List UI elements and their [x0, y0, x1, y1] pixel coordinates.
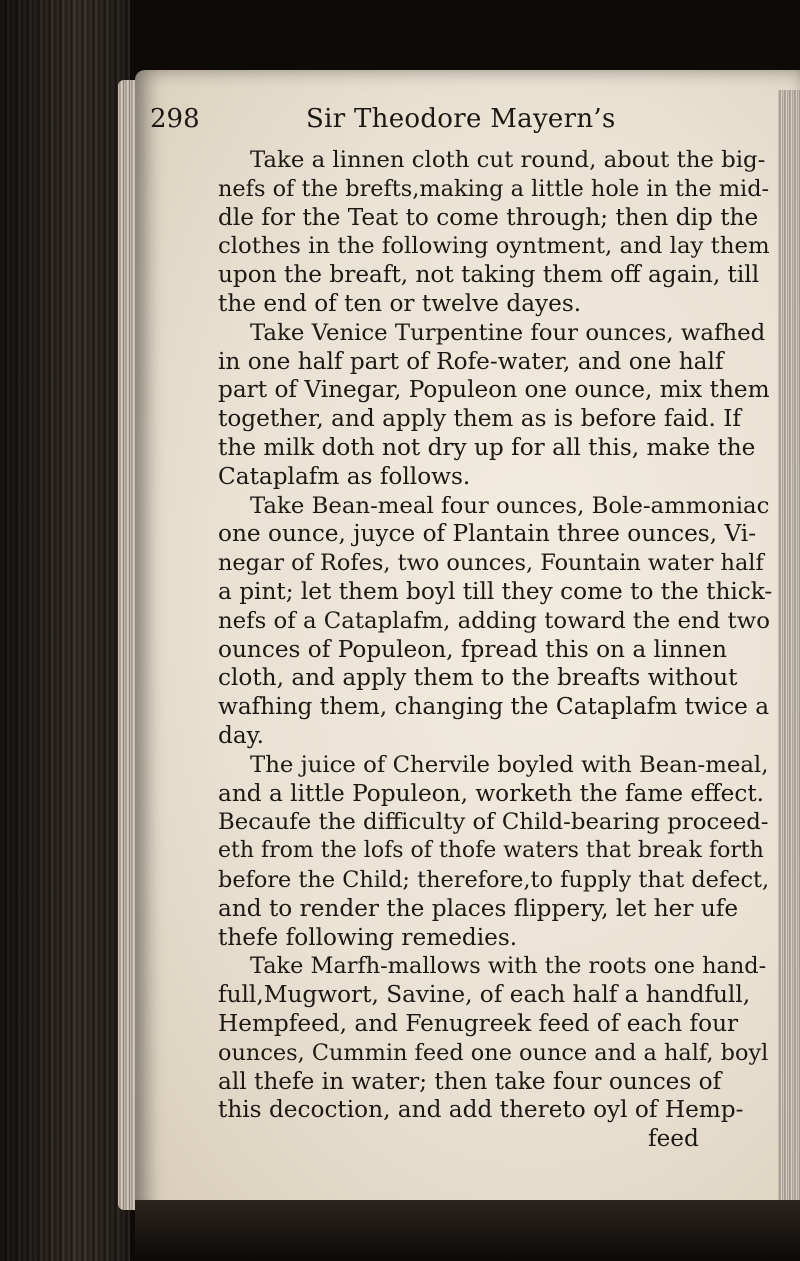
page-text [150, 98, 773, 1154]
text-line: the end of ten or twelve dayes. [218, 289, 582, 317]
text-line: clothes in the following oyntment, and lay them [218, 233, 770, 260]
text-line: The juice of Chervile boyled with Bean-meal, [250, 751, 769, 778]
text-line: dle for the Teat to come through; then dip the [218, 203, 759, 231]
page-number: 298 [150, 104, 200, 134]
text-line: wafhing them, changing the Cataplafm twice a [218, 693, 770, 721]
text-line: thefe following remedies. [218, 923, 518, 951]
text-line: nefs of the brefts,making a little hole in the mid- [218, 175, 770, 202]
text-line: and a little Populeon, worketh the fame effect. [218, 779, 765, 807]
text-line: ounces of Populeon, fpread this on a linnen [218, 635, 727, 663]
text-line: one ounce, juyce of Plantain three ounces, Vi- [218, 520, 757, 548]
text-line: all thefe in water; then take four ounces of [218, 1067, 722, 1095]
text-line: and to render the places flippery, let her ufe [218, 894, 739, 922]
text-line: ounces, Cummin feed one ounce and a half, boyl [218, 1039, 769, 1066]
text-line: Becaufe the difficulty of Child-bearing proceed- [218, 809, 769, 836]
text-line: eth from the lofs of thofe waters that break forth [218, 838, 764, 864]
body-text [218, 146, 773, 1125]
page-edges-right [778, 90, 800, 1210]
text-line: Cataplafm as follows. [218, 462, 471, 490]
text-line: Take a linnen cloth cut round, about the big- [250, 147, 766, 173]
text-line: this decoction, and add thereto oyl of Hemp- [218, 1096, 744, 1124]
text-line: a pint; let them boyl till they come to the thick- [218, 577, 773, 605]
text-line: nefs of a Cataplafm, adding toward the end two [218, 607, 770, 634]
text-line: part of Vinegar, Populeon one ounce, mix them [218, 376, 770, 404]
running-head: Sir Theodore Mayern’s [306, 104, 616, 134]
text-line: upon the breaft, not taking them off again, till [218, 261, 760, 289]
bottom-shadow [135, 1200, 800, 1261]
text-line: Take Venice Turpentine four ounces, wafhed [250, 319, 766, 346]
text-line: full,Mugwort, Savine, of each half a handfull, [218, 981, 751, 1009]
text-line: in one half part of Rofe-water, and one half [218, 347, 724, 375]
text-line: cloth, and apply them to the breafts without [218, 664, 738, 692]
text-line: the milk doth not dry up for all this, make the [218, 433, 756, 461]
text-line: before the Child; therefore,to fupply that defect, [218, 866, 770, 893]
page-header [150, 98, 773, 140]
text-line: Take Bean-meal four ounces, Bole-ammoniac [250, 492, 770, 519]
text-line: together, and apply them as is before faid. If [218, 405, 742, 433]
text-line: Hempfeed, and Fenugreek feed of each four [218, 1009, 739, 1037]
catchword: feed [648, 1125, 699, 1153]
text-line: negar of Rofes, two ounces, Fountain water half [218, 550, 764, 577]
text-line: day. [218, 721, 265, 749]
text-line: Take Marfh-mallows with the roots one hand- [250, 953, 767, 980]
book-binding [0, 0, 130, 1261]
